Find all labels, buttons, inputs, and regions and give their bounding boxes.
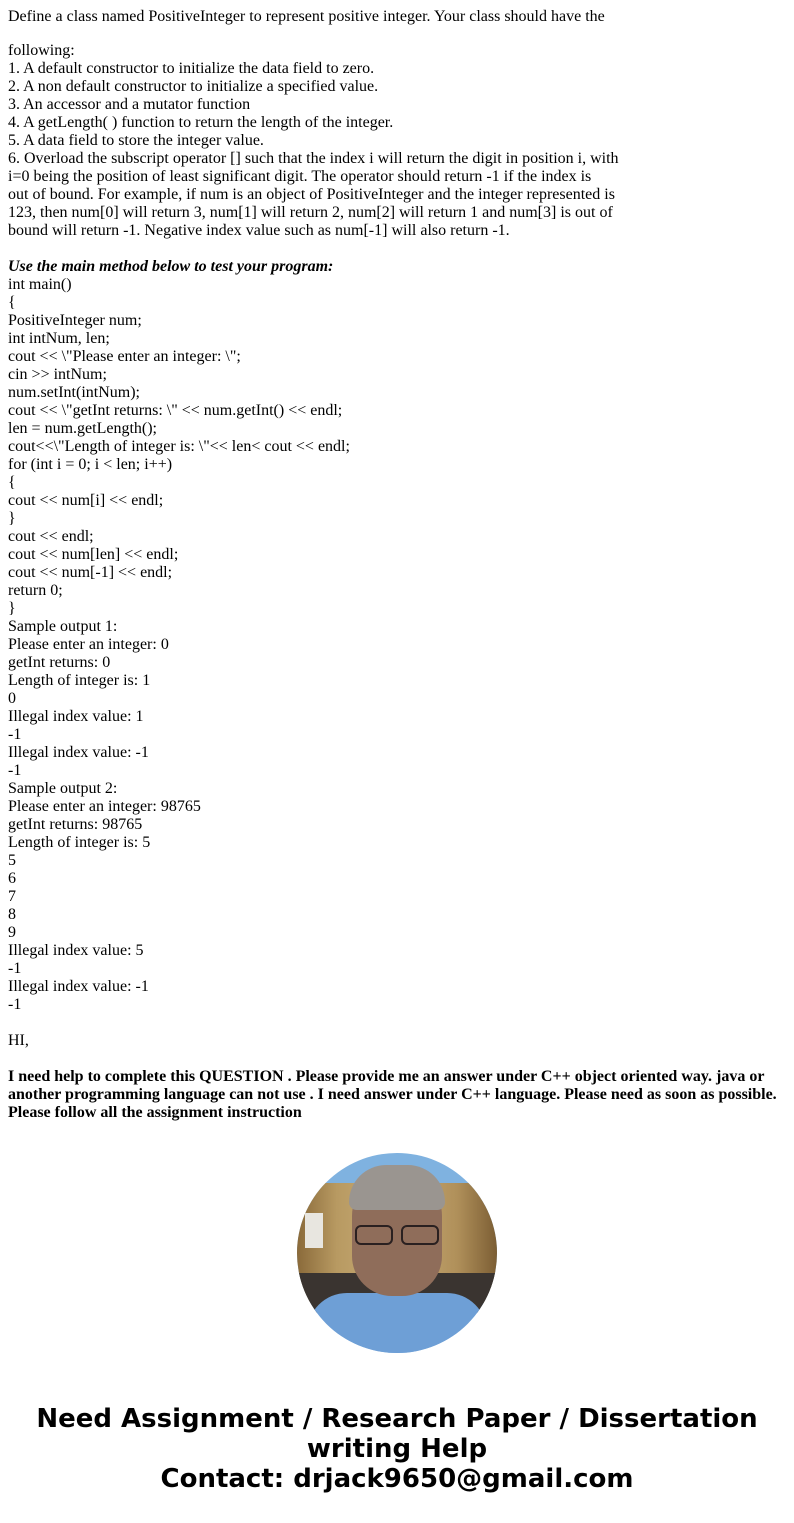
requirement-line: 1. A default constructor to initialize the data field to zero. [8, 60, 375, 77]
code-line: cout << endl; [8, 528, 94, 545]
code-line: cout << \"getInt returns: \" << num.getInt() << endl; [8, 402, 343, 419]
output-line: Please enter an integer: 98765 [8, 798, 201, 815]
requirement-line: 3. An accessor and a mutator function [8, 96, 251, 113]
code-line: { [8, 294, 16, 311]
output-line: -1 [8, 762, 22, 779]
output-line: -1 [8, 996, 22, 1013]
code-line: } [8, 600, 16, 617]
output-line: getInt returns: 98765 [8, 816, 143, 833]
requirement-line: 5. A data field to store the integer value. [8, 132, 264, 149]
code-line: { [8, 474, 16, 491]
output-line: Illegal index value: 1 [8, 708, 144, 725]
question-intro: Define a class named PositiveInteger to represent positive integer. Your class should have the [8, 8, 605, 25]
promo-line-2: writing Help [306, 1434, 488, 1464]
output-line: 6 [8, 870, 16, 887]
requirement-line: i=0 being the position of least significant digit. The operator should return -1 if the index is [8, 168, 592, 185]
help-request: I need help to complete this QUESTION . Please provide me an answer under C++ object oriented way. java or another programming language can not use . I need answer under C++ language. Please need as soon as possible. Please follow all the assignment instruction [8, 1068, 777, 1121]
requirement-line: following: [8, 42, 75, 59]
main-code-block [8, 276, 786, 618]
output-line: Length of integer is: 1 [8, 672, 151, 689]
code-line: for (int i = 0; i < len; i++) [8, 456, 173, 473]
output-line: Length of integer is: 5 [8, 834, 151, 851]
test-heading: Use the main method below to test your program: [8, 258, 334, 275]
code-line: cout << num[len] << endl; [8, 546, 179, 563]
output-line: 9 [8, 924, 16, 941]
code-line: len = num.getLength(); [8, 420, 157, 437]
output-line: Please enter an integer: 0 [8, 636, 169, 653]
output-line: 0 [8, 690, 16, 707]
glasses-icon [355, 1225, 439, 1243]
promo-line-1: Need Assignment / Research Paper / Dissertation [36, 1404, 758, 1434]
code-line: cout << num[i] << endl; [8, 492, 164, 509]
output-line: Sample output 1: [8, 618, 118, 635]
output-line: Illegal index value: -1 [8, 744, 149, 761]
code-line: cin >> intNum; [8, 366, 107, 383]
code-line: int main() [8, 276, 72, 293]
requirement-line: bound will return -1. Negative index value such as num[-1] will also return -1. [8, 222, 510, 239]
requirement-line: 6. Overload the subscript operator [] such that the index i will return the digit in position i, with [8, 150, 619, 167]
code-line: PositiveInteger num; [8, 312, 142, 329]
output-line: Sample output 2: [8, 780, 118, 797]
output-line: -1 [8, 726, 22, 743]
output-line: 8 [8, 906, 16, 923]
code-line: return 0; [8, 582, 63, 599]
requirements-list [8, 42, 786, 240]
requirement-line: out of bound. For example, if num is an object of PositiveInteger and the integer represented is [8, 186, 615, 203]
code-line: cout<<\"Length of integer is: \"<< len< cout << endl; [8, 438, 350, 455]
code-line: } [8, 510, 16, 527]
requirement-line: 123, then num[0] will return 3, num[1] will return 2, num[2] will return 1 and num[3] is out of [8, 204, 613, 221]
output-line: 5 [8, 852, 16, 869]
output-line: 7 [8, 888, 16, 905]
output-line: Illegal index value: 5 [8, 942, 144, 959]
promo-contact: Contact: drjack9650@gmail.com [160, 1464, 634, 1494]
code-line: cout << num[-1] << endl; [8, 564, 173, 581]
sample-output-1 [8, 618, 786, 780]
code-line: num.setInt(intNum); [8, 384, 140, 401]
output-line: Illegal index value: -1 [8, 978, 149, 995]
greeting: HI, [8, 1032, 29, 1049]
sample-output-2 [8, 780, 786, 1014]
requirement-line: 4. A getLength( ) function to return the length of the integer. [8, 114, 394, 131]
output-line: -1 [8, 960, 22, 977]
code-line: cout << \"Please enter an integer: \"; [8, 348, 241, 365]
question-body [8, 8, 786, 1122]
promo-footer [0, 1404, 794, 1494]
requirement-line: 2. A non default constructor to initialize a specified value. [8, 78, 379, 95]
output-line: getInt returns: 0 [8, 654, 111, 671]
author-avatar [297, 1153, 497, 1353]
code-line: int intNum, len; [8, 330, 110, 347]
